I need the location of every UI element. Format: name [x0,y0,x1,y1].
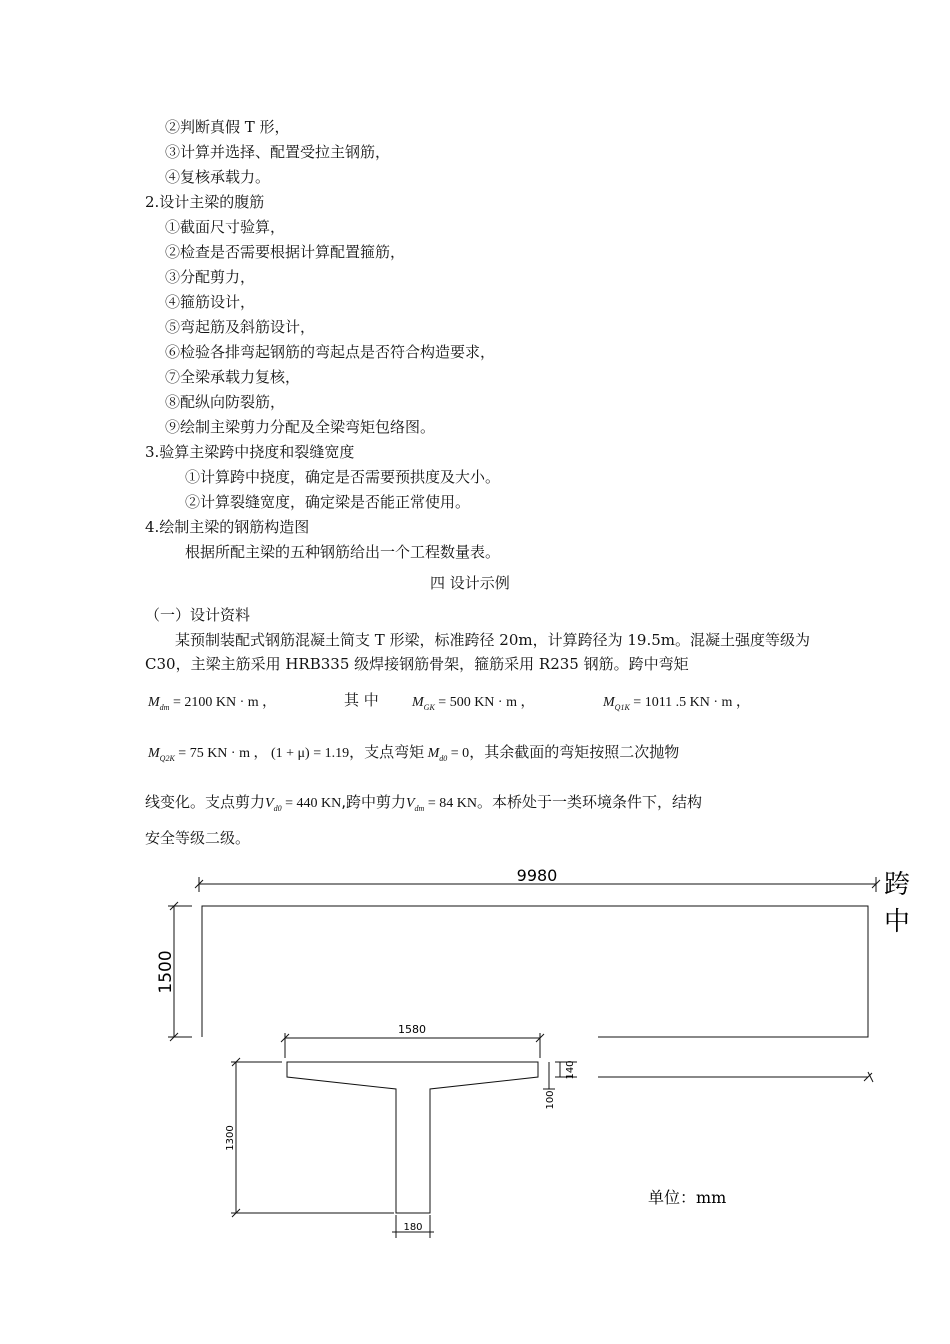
span-label: 9980 [516,866,558,885]
paragraph: 根据所配主梁的五种钢筋给出一个工程数量表。 [185,543,501,561]
formula-m-q2k: $M_{Q2K} = 75$ KN · m ， (1 + μ) = 1.19，支点弯矩 $M_{d0} = 0$，其余截面的弯矩按照二次抛物 [148,743,680,763]
example-subheading: （一）设计资料 [145,606,251,624]
midspan-label-2: 中 [883,907,911,937]
list-item: ④箍筋设计， [165,293,256,311]
list-item: ④复核承载力。 [165,168,271,186]
design-data-paragraph: 某预制装配式钢筋混凝土简支 T 形梁，标准跨径 20m，计算跨径为 19.5m。混凝土强度等级为 C30，主梁主筋采用 HRB335 级焊接钢筋骨架，箍筋采用 R235 钢筋。跨中弯矩 [145,631,811,673]
list-item: ②判断真假 T 形， [165,118,290,136]
list-item: ①截面尺寸验算， [165,218,286,236]
list-item: ③计算并选择、配置受拉主钢筋， [165,143,391,161]
section-height-label: 1300 [225,1125,236,1151]
section-title: 4.绘制主梁的钢筋构造图 [145,518,310,536]
section-title: 3.验算主梁跨中挠度和裂缝宽度 [145,443,355,461]
formula-m-q1k: $M_{Q1K} = 1011$ .5 KN · m ， [603,695,750,712]
example-heading: 四 设计示例 [430,574,510,592]
paragraph: 安全等级二级。 [145,829,251,847]
web-width-label: 180 [403,1222,423,1233]
list-item: ⑦全梁承载力复核， [165,368,301,386]
list-item: ②计算裂缝宽度，确定梁是否能正常使用。 [185,493,471,511]
midspan-label-1: 跨 [883,870,911,900]
list-item: ⑤弯起筋及斜筋设计， [165,318,316,336]
t-section-outline [287,1062,538,1213]
beam-elevation-outline [202,906,868,1037]
formula-shear: 线变化。支点剪力$V_{d0} = 440$ KN,跨中剪力$V_{dm} = 84$ KN。本桥处于一类环境条件下，结构 [145,793,702,813]
flange-tip-thickness-label: 100 [545,1090,556,1110]
unit-label: 单位：mm [648,1188,727,1207]
section-title: 2.设计主梁的腹筋 [145,193,265,211]
list-item: ②检查是否需要根据计算配置箍筋， [165,243,406,261]
formula-m-dm: $M_{dm} = 2100$ KN · m ， [148,695,277,712]
flange-width-label: 1580 [398,1023,426,1036]
height-label: 1500 [156,950,176,994]
list-item: ⑥检验各排弯起钢筋的弯起点是否符合构造要求， [165,343,496,361]
text-qizhong: 其 中 [344,691,379,709]
formula-m-gk: $M_{GK} = 500$ KN · m ， [412,695,535,712]
list-item: ①计算跨中挠度，确定是否需要预拱度及大小。 [185,468,501,486]
list-item: ⑨绘制主梁剪力分配及全梁弯矩包络图。 [165,418,436,436]
list-item: ③分配剪力， [165,268,256,286]
list-item: ⑧配纵向防裂筋， [165,393,286,411]
flange-edge-thickness-label: 140 [565,1060,576,1080]
